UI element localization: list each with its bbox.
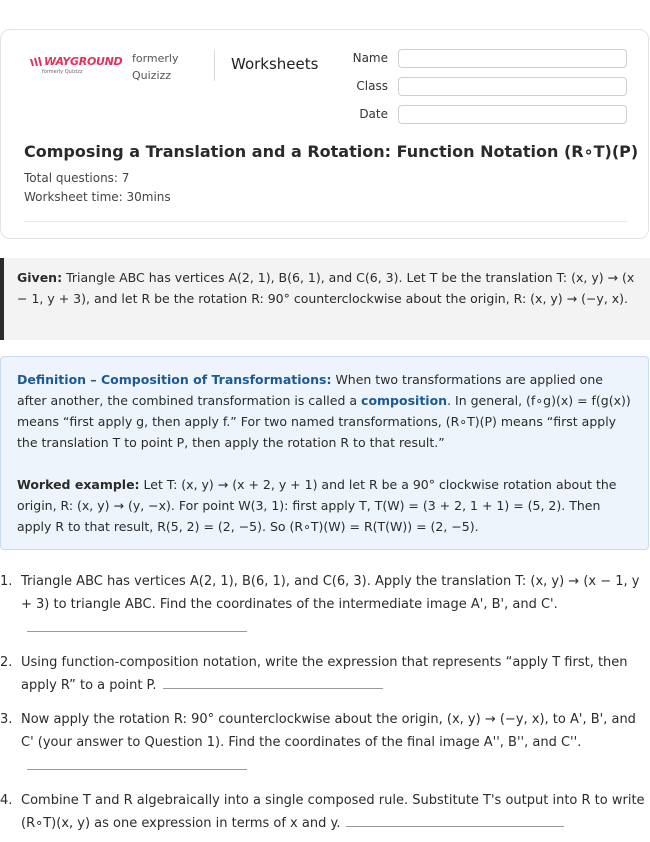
total-questions: Total questions: 7 bbox=[24, 171, 130, 185]
definition-text-after: . In general, (f∘g)(x) = f(g(x)) means “first apply g, then apply f.” For two named transformations, (R∘T)(P) means “first apply the translation T to point P, then apply the rotation R to that result.” bbox=[17, 393, 631, 450]
given-box bbox=[0, 258, 650, 340]
class-field[interactable] bbox=[398, 77, 627, 96]
wayground-logo bbox=[30, 55, 122, 75]
definition-text-before: When two transformations are applied one after another, the combined transformation is called a bbox=[17, 372, 603, 408]
question-4 bbox=[0, 789, 645, 835]
worked-example bbox=[17, 474, 634, 537]
worksheet-header bbox=[0, 29, 649, 239]
question-3 bbox=[0, 708, 645, 754]
formerly-line-1: formerly bbox=[132, 52, 179, 65]
question-body bbox=[0, 651, 645, 697]
question-text: Using function-composition notation, write the expression that represents “apply T first, then apply R” to a point P. bbox=[21, 655, 628, 693]
answer-line-2[interactable] bbox=[163, 688, 383, 689]
logo-subtitle: formerly Quizizz bbox=[42, 69, 83, 75]
answer-line-4[interactable] bbox=[346, 826, 564, 827]
name-field[interactable] bbox=[398, 49, 627, 68]
definition-paragraph bbox=[17, 369, 634, 453]
answer-line-1[interactable] bbox=[27, 631, 247, 632]
question-text: Triangle ABC has vertices A(2, 1), B(6, 1), and C(6, 3). Apply the translation T: (x, y) → (x − 1, y + 3) to triangle ABC. Find the coordinates of the intermediate image A', B', and C'. bbox=[21, 574, 640, 612]
class-label: Class bbox=[356, 79, 388, 93]
question-2 bbox=[0, 651, 645, 697]
question-1 bbox=[0, 570, 645, 616]
formerly-line-2: Quizizz bbox=[132, 69, 172, 82]
question-text: Combine T and R algebraically into a single composed rule. Substitute T's output into R to write (R∘T)(x, y) as one expression in terms of x and y. bbox=[21, 793, 645, 831]
logo-wordmark: WAYGROUND bbox=[44, 55, 123, 68]
worked-example-text: Let T: (x, y) → (x + 2, y + 1) and let R be a 90° clockwise rotation about the origin, R: (x, y) → (y, −x). For point W(3, 1): first apply T, T(W) = (3 + 2, 1 + 1) = (5, 2). Then apply R to that result, R(5, 2) = (2, −5). So (R∘T)(W) = R(T(W)) = (2, −5). bbox=[17, 477, 617, 534]
worked-example-label: Worked example: bbox=[17, 477, 140, 492]
worksheet-time: Worksheet time: 30mins bbox=[24, 190, 171, 204]
worksheet-title: Composing a Translation and a Rotation: Function Notation (R∘T)(P) bbox=[24, 142, 639, 161]
name-label: Name bbox=[352, 51, 388, 65]
question-number: 1. bbox=[0, 574, 13, 589]
question-number: 4. bbox=[0, 793, 13, 808]
answer-line-3[interactable] bbox=[27, 769, 247, 770]
date-label: Date bbox=[359, 107, 388, 121]
definition-label: Definition – Composition of Transformations: bbox=[17, 372, 332, 387]
section-title: Worksheets bbox=[231, 55, 319, 73]
given-text: Triangle ABC has vertices A(2, 1), B(6, 1), and C(6, 3). Let T be the translation T: (x, y) → (x − 1, y + 3), and let R be the rotation R: 90° counterclockwise about the origin, R: (x, y) → (−y, x). bbox=[17, 270, 635, 306]
header-separator bbox=[24, 221, 627, 222]
header-divider bbox=[214, 50, 215, 81]
date-field[interactable] bbox=[398, 105, 627, 124]
definition-box bbox=[0, 356, 649, 550]
wayground-mark-icon bbox=[30, 57, 42, 66]
question-number: 2. bbox=[0, 655, 13, 670]
definition-term: composition bbox=[361, 393, 448, 408]
question-body bbox=[0, 789, 645, 835]
question-number: 3. bbox=[0, 712, 13, 727]
given-label: Given: bbox=[17, 270, 63, 285]
formerly-quizizz-note bbox=[132, 50, 179, 84]
question-text: Now apply the rotation R: 90° counterclockwise about the origin, (x, y) → (−y, x), to A', B', and C' (your answer to Question 1). Find the coordinates of the final image A'', B'', and C''. bbox=[21, 712, 636, 750]
